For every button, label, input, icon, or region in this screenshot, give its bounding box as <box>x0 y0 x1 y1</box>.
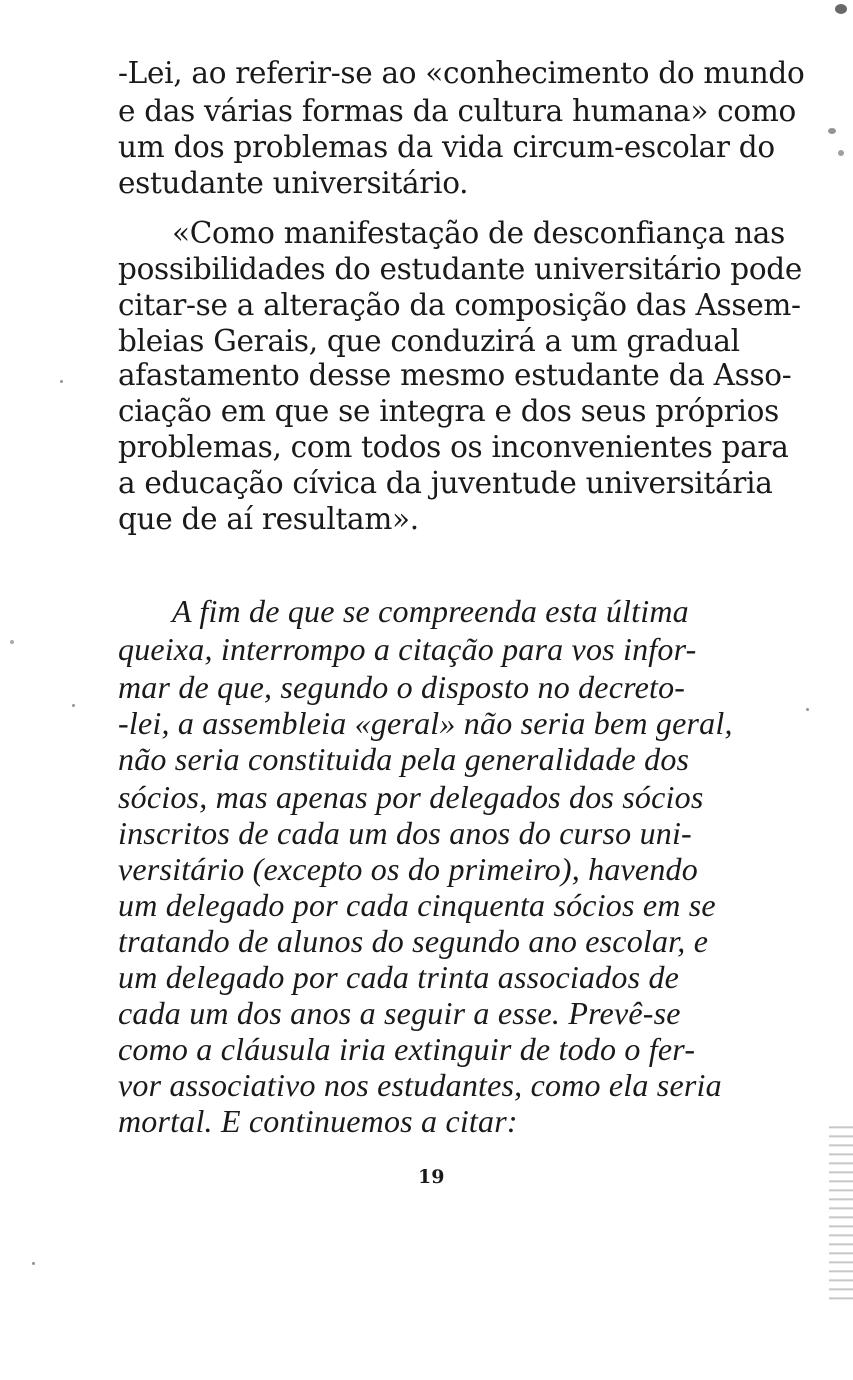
text-line: citar-se a alteração da composição das Assem- <box>118 288 801 322</box>
text-line: como a cláusula iria extinguir de todo o fer- <box>118 1031 696 1067</box>
text-line: -lei, a assembleia «geral» não seria bem geral, <box>118 705 733 741</box>
scan-speck <box>838 150 844 156</box>
page-number: 19 <box>418 1166 445 1188</box>
text-line: tratando de alunos do segundo ano escolar, e <box>118 923 709 959</box>
text-line: possibilidades do estudante universitário pode <box>118 252 803 286</box>
text-line: um delegado por cada cinquenta sócios em se <box>118 887 716 923</box>
scan-speck <box>10 640 14 644</box>
text-line: a educação cívica da juventude universitária <box>118 466 773 500</box>
text-line: inscritos de cada um dos anos do curso uni- <box>118 815 692 851</box>
scan-speck <box>72 704 75 707</box>
text-line: cada um dos anos a seguir a esse. Prevê-se <box>118 995 681 1031</box>
scan-speck <box>32 1262 35 1265</box>
scan-speck <box>828 128 836 134</box>
text-line: mortal. E continuemos a citar: <box>118 1103 518 1139</box>
text-line: um dos problemas da vida circum-escolar do <box>118 130 775 164</box>
text-line: que de aí resultam». <box>118 502 419 536</box>
text-line: estudante universitário. <box>118 166 469 200</box>
text-line: e das várias formas da cultura humana» como <box>118 94 796 128</box>
text-line: A fim de que se compreenda esta última <box>172 593 689 629</box>
text-line: afastamento desse mesmo estudante da Asso- <box>118 358 792 392</box>
text-line: vor associativo nos estudantes, como ela seria <box>118 1067 722 1103</box>
text-line: mar de que, segundo o disposto no decreto- <box>118 669 686 705</box>
text-line: versitário (excepto os do primeiro), havendo <box>118 851 698 887</box>
scan-speck <box>835 4 847 14</box>
text-line: -Lei, ao referir-se ao «conhecimento do mundo <box>118 56 805 90</box>
text-line: queixa, interrompo a citação para vos infor- <box>118 631 697 667</box>
text-line: ciação em que se integra e dos seus próprios <box>118 394 779 428</box>
text-line: bleias Gerais, que conduzirá a um gradual <box>118 324 740 358</box>
scan-speck <box>60 380 63 383</box>
scan-speck <box>806 708 809 711</box>
text-line: problemas, com todos os inconvenientes para <box>118 430 789 464</box>
text-line: não seria constituida pela generalidade dos <box>118 741 690 777</box>
text-line: um delegado por cada trinta associados de <box>118 959 680 995</box>
text-line: «Como manifestação de desconfiança nas <box>172 216 785 250</box>
text-line: sócios, mas apenas por delegados dos sócios <box>118 779 704 815</box>
scan-edge-shadow <box>829 1120 853 1300</box>
